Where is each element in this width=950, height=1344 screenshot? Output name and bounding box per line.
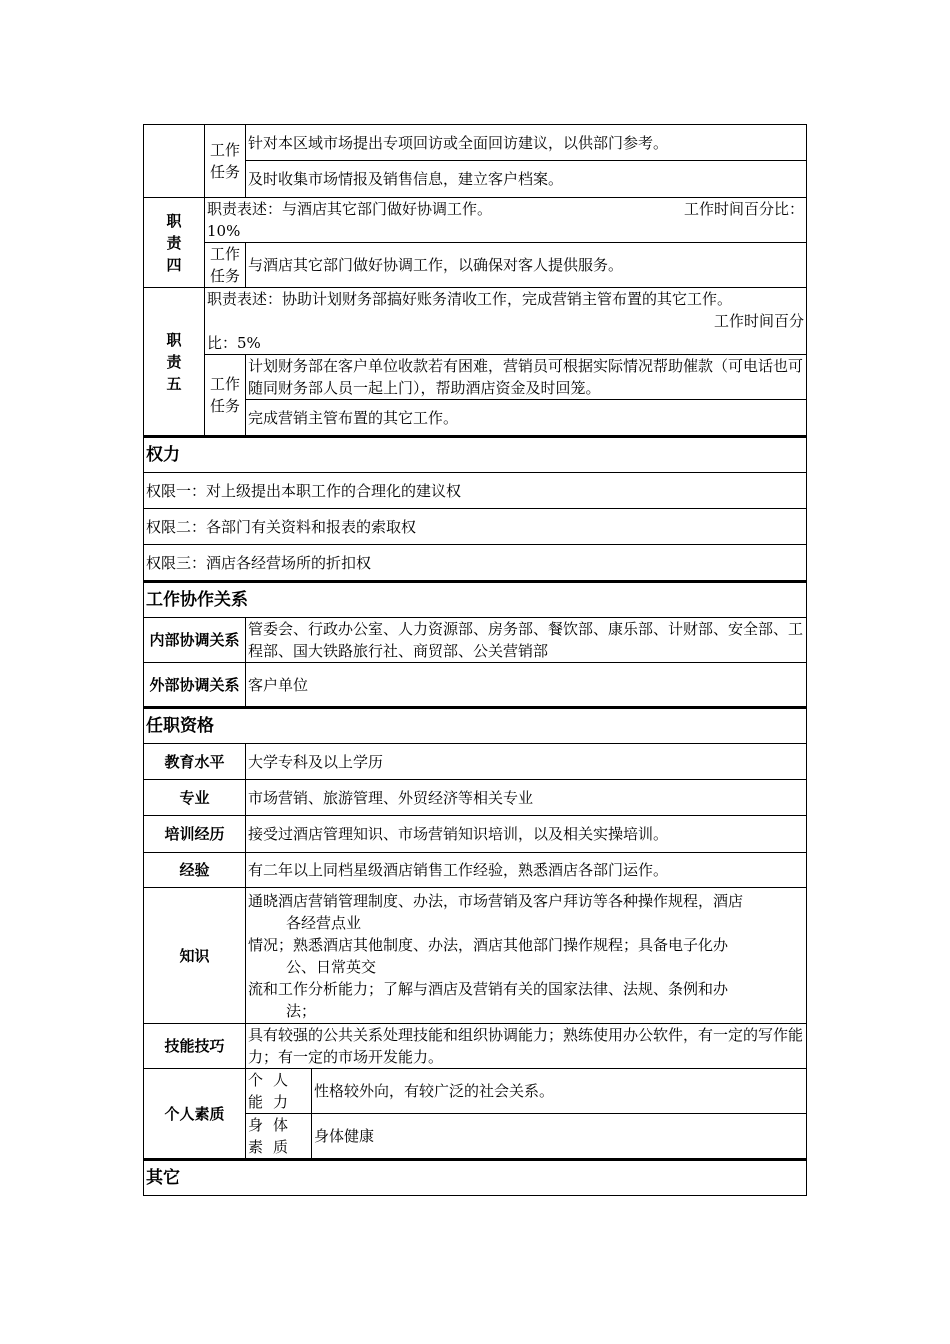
duty5-label-text: 职责五	[166, 330, 182, 393]
duty5-label	[144, 288, 205, 436]
duty4-label-text: 职责四	[166, 211, 182, 274]
duty4-time-label: 工作时间百分比：	[683, 200, 804, 218]
training-label: 培训经历	[144, 816, 246, 853]
internal-relations-value: 管委会、行政办公室、人力资源部、房务部、餐饮部、康乐部、计财部、安全部、工程部、国大铁路旅行社、商贸部、公关营销部	[246, 618, 807, 663]
duty4-label	[144, 198, 205, 288]
external-relations-label: 外部协调关系	[144, 663, 246, 707]
qualifications-table	[143, 707, 807, 1159]
physical-label: 身体素质	[246, 1114, 312, 1159]
duty5-time-label: 工作时间百分	[713, 312, 804, 330]
training-value: 接受过酒店管理知识、市场营销知识培训，以及相关实操培训。	[246, 816, 807, 853]
education-label: 教育水平	[144, 744, 246, 780]
knowledge-line: 通晓酒店营销管理制度、办法，市场营销及客户拜访等各种操作规程，酒店	[248, 891, 744, 910]
knowledge-line: 流和工作分析能力；了解与酒店及营销有关的国家法律、法规、条例和办	[248, 979, 729, 998]
relations-table	[143, 581, 807, 707]
authority-item: 权限三：酒店各经营场所的折扣权	[144, 545, 807, 581]
duties-table	[143, 124, 807, 436]
duty5-desc-cell	[205, 288, 807, 355]
duty4-task: 与酒店其它部门做好协调工作，以确保对客人提供服务。	[246, 243, 807, 288]
ability-label: 个人能力	[246, 1069, 312, 1114]
ability-value: 性格较外向，有较广泛的社会关系。	[312, 1069, 807, 1114]
job-description-page	[143, 124, 807, 1196]
duty4-desc-cell	[205, 198, 807, 243]
knowledge-line: 情况；熟悉酒店其他制度、办法，酒店其他部门操作规程；具备电子化办	[248, 935, 729, 954]
skills-value: 具有较强的公共关系处理技能和组织协调能力；熟练使用办公软件，有一定的写作能力；有一定的市场开发能力。	[246, 1024, 807, 1069]
experience-label: 经验	[144, 853, 246, 888]
external-relations-value: 客户单位	[246, 663, 807, 707]
duty4-time-value: 10%	[207, 222, 241, 240]
authority-title: 权力	[144, 437, 807, 473]
education-value: 大学专科及以上学历	[246, 744, 807, 780]
major-value: 市场营销、旅游管理、外贸经济等相关专业	[246, 780, 807, 816]
knowledge-label: 知识	[144, 888, 246, 1024]
duty5-desc: 职责表述：协助计划财务部搞好账务清收工作，完成营销主管布置的其它工作。	[207, 290, 733, 308]
physical-value: 身体健康	[312, 1114, 807, 1159]
duty4-desc: 职责表述：与酒店其它部门做好协调工作。	[207, 200, 493, 218]
personal-quality-label: 个人素质	[144, 1069, 246, 1159]
major-label: 专业	[144, 780, 246, 816]
relations-title: 工作协作关系	[144, 582, 807, 618]
task-item: 计划财务部在客户单位收款若有困难，营销员可根据实际情况帮助催款（可电话也可随同财务部人员一起上门），帮助酒店资金及时回笼。	[246, 355, 807, 400]
authority-item: 权限一：对上级提出本职工作的合理化的建议权	[144, 473, 807, 509]
task-label: 工作任务	[205, 243, 246, 288]
knowledge-line: 各经营点业	[286, 913, 362, 932]
other-table	[143, 1159, 807, 1196]
authority-table	[143, 436, 807, 581]
duty5-time-value: 比：5%	[207, 334, 261, 352]
other-title: 其它	[144, 1160, 807, 1196]
duty-top-label-cell	[144, 125, 205, 198]
authority-item: 权限二：各部门有关资料和报表的索取权	[144, 509, 807, 545]
knowledge-value	[246, 888, 807, 1024]
knowledge-line: 法；	[286, 1001, 317, 1020]
skills-label: 技能技巧	[144, 1024, 246, 1069]
task-item: 针对本区域市场提出专项回访或全面回访建议，以供部门参考。	[246, 125, 807, 161]
knowledge-line: 公、日常英交	[286, 957, 377, 976]
task-label: 工作任务	[205, 355, 246, 436]
task-item: 及时收集市场情报及销售信息，建立客户档案。	[246, 161, 807, 198]
qualifications-title: 任职资格	[144, 708, 807, 744]
experience-value: 有二年以上同档星级酒店销售工作经验，熟悉酒店各部门运作。	[246, 853, 807, 888]
task-label: 工作任务	[205, 125, 246, 198]
task-item: 完成营销主管布置的其它工作。	[246, 400, 807, 436]
internal-relations-label: 内部协调关系	[144, 618, 246, 663]
